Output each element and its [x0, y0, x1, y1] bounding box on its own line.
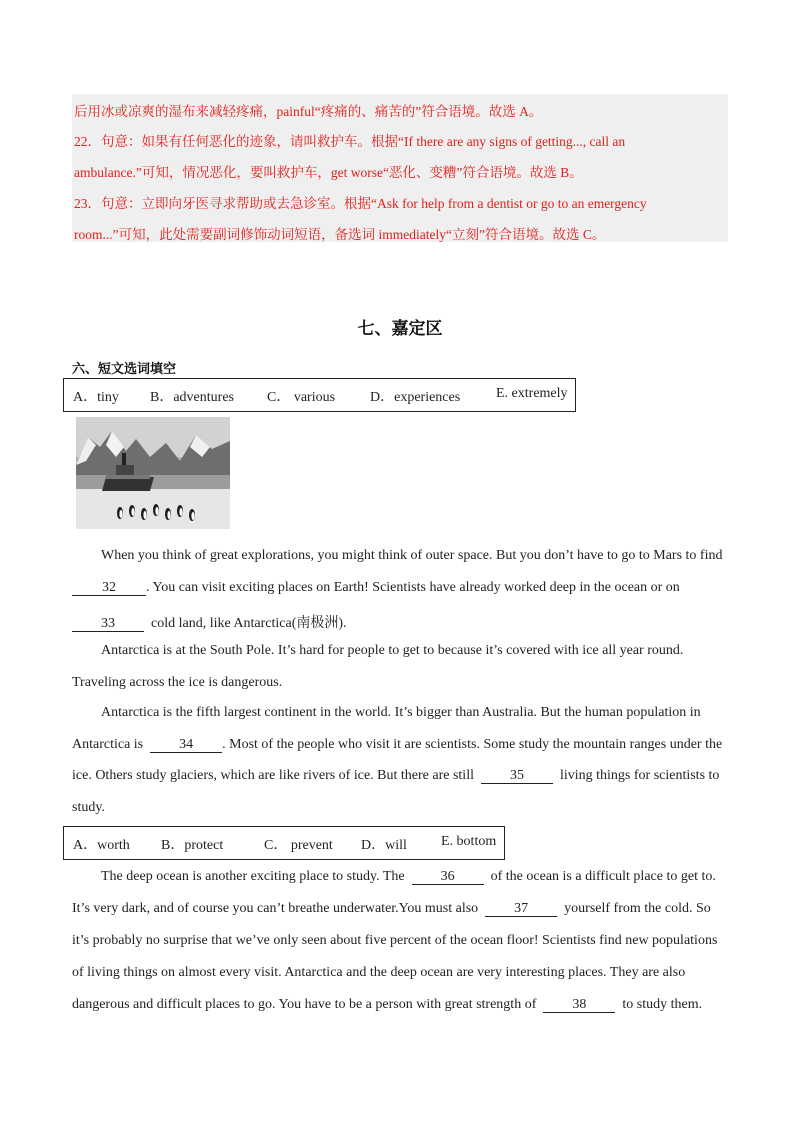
option-a: A．tiny: [73, 390, 119, 405]
blank-33[interactable]: 33: [72, 616, 144, 632]
passage-line: dangerous and difficult places to go. You have to be a person with great strength of 38 to study them.: [72, 997, 703, 1012]
option-d: D．experiences: [370, 390, 461, 405]
option-e: E. bottom: [441, 834, 497, 849]
section-title: 七、嘉定区: [357, 319, 443, 339]
option-c: C． various: [267, 390, 336, 405]
answer-line: 23．句意：立即向牙医寻求帮助或去急诊室。根据“Ask for help from a dentist or go to an emergency: [74, 196, 647, 211]
passage-line: 33 cold land, like Antarctica(南极洲).: [72, 612, 347, 632]
answer-line: ambulance.”可知，情况恶化，要叫救护车，get worse“恶化、变糟”符合语境。故选 B。: [74, 165, 583, 180]
passage-line: Antarctica is the fifth largest continent in the world. It’s bigger than Australia. But the human population in: [101, 705, 701, 720]
passage-line: of living things on almost every visit. Antarctica and the deep ocean are very interesting places. They are also: [72, 965, 686, 980]
blank-34[interactable]: 34: [150, 737, 222, 753]
passage-line: The deep ocean is another exciting place to study. The 36 of the ocean is a difficult place to get to.: [101, 869, 716, 884]
passage-line: it’s probably no surprise that we’ve only seen about five percent of the ocean floor! Scientists find new populations: [72, 933, 718, 948]
blank-38[interactable]: 38: [543, 997, 615, 1013]
answer-line: 22．句意：如果有任何恶化的迹象，请叫救护车。根据“If there are any signs of getting..., call an: [74, 134, 626, 149]
passage-line: study.: [72, 800, 105, 815]
option-b: B．adventures: [150, 390, 234, 405]
passage-line: Antarctica is 34 . Most of the people who visit it are scientists. Some study the mountain ranges under the: [72, 737, 723, 752]
answer-line: 后用冰或凉爽的湿布来减轻疼痛，painful“疼痛的、痛苦的”符合语境。故选 A。: [74, 104, 543, 119]
word-bank-2: [63, 826, 505, 860]
passage-line: When you think of great explorations, you might think of outer space. But you don’t have to go to Mars to find: [101, 548, 723, 563]
blank-36[interactable]: 36: [412, 869, 484, 885]
blank-32[interactable]: 32: [72, 580, 146, 596]
answer-line: room...”可知，此处需要副词修饰动词短语，备选词 immediately“立刻”符合语境。故选 C。: [74, 227, 606, 242]
option-c: C． prevent: [264, 838, 333, 853]
option-a: A．worth: [73, 838, 130, 853]
blank-37[interactable]: 37: [485, 901, 557, 917]
passage-line: Antarctica is at the South Pole. It’s hard for people to get to because it’s covered with ice all year round.: [101, 643, 684, 658]
option-d: D．will: [361, 838, 407, 853]
passage-line: It’s very dark, and of course you can’t breathe underwater.You must also 37 yourself from the cold. So: [72, 901, 711, 916]
passage-line: Traveling across the ice is dangerous.: [72, 675, 283, 690]
passage-line: ice. Others study glaciers, which are like rivers of ice. But there are still 35 living things for scientists to: [72, 768, 720, 783]
word-bank-1: [63, 378, 576, 412]
antarctic-ship-penguins-photo: [76, 417, 230, 529]
option-e: E. extremely: [496, 386, 568, 401]
option-b: B．protect: [161, 838, 224, 853]
part-title: 六、短文选词填空: [72, 362, 177, 377]
passage-line: 32 . You can visit exciting places on Earth! Scientists have already worked deep in the ocean or on: [72, 580, 680, 596]
blank-35[interactable]: 35: [481, 768, 553, 784]
